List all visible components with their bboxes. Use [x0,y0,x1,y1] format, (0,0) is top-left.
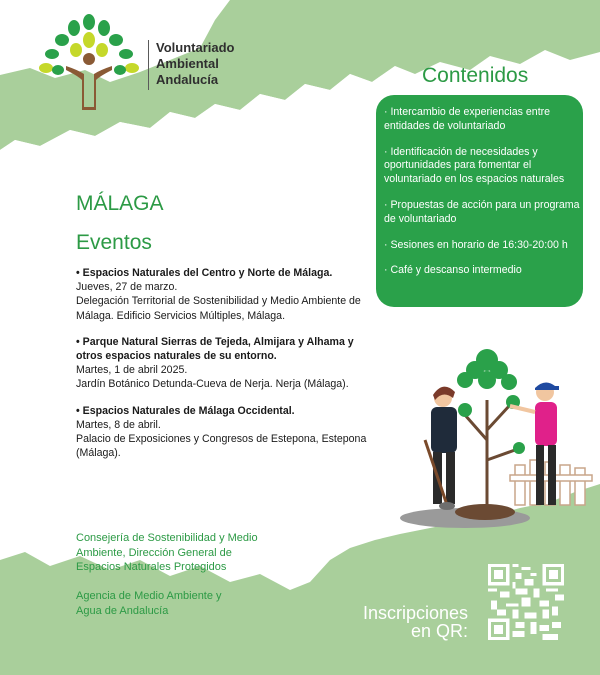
contenidos-item: · Propuestas de acción para un programa de voluntariado [384,198,580,225]
event-place: Delegación Territorial de Sostenibilidad y Medio Ambiente de Málaga. Edificio Servicios Múltiples, Málaga. [76,295,361,322]
event-date: Jueves, 27 de marzo. [76,281,178,294]
logo-text [156,40,234,88]
organizer-line: Agencia de Medio Ambiente y [76,590,222,602]
organizer-line: Consejería de Sostenibilidad y Medio [76,532,258,544]
event-name: • Espacios Naturales del Centro y Norte de Málaga. [76,267,333,279]
contenidos-item: · Identificación de necesidades y oportunidades para fomentar el voluntariado en los espacios naturales [384,145,565,186]
contenidos-item: · Intercambio de experiencias entre entidades de voluntariado [384,106,551,132]
location-heading: MÁLAGA [76,192,164,215]
logo-line-1: Voluntariado [156,40,235,55]
logo-line-2: Ambiental [156,56,219,71]
event-item [76,266,376,323]
inscripciones-line: Inscripciones [362,603,468,623]
eventos-heading: Eventos [76,231,152,254]
event-place: Jardín Botánico Detunda-Cueva de Nerja. Nerja (Málaga). [76,378,349,391]
events-list [76,266,376,472]
inscripciones-line: en QR: [410,621,468,641]
contenidos-list [384,106,582,290]
organizer-block [76,531,258,575]
event-item [76,404,376,461]
tree-person-icon [32,12,147,117]
event-date: Martes, 8 de abril. [76,418,161,431]
organizer-line: Agua de Andalucía [76,604,169,617]
organizer-line: Espacios Naturales Protegidos [76,561,227,573]
event-place: Palacio de Exposiciones y Congresos de Estepona, Estepona (Málaga). [76,433,367,460]
qr-code-icon[interactable] [488,564,564,640]
logo-divider [148,40,149,90]
logo-line-3: Andalucía [156,72,219,87]
organizer-block [76,589,222,618]
contenidos-title: Contenidos [422,64,529,87]
event-item [76,335,376,392]
inscripciones-label [350,604,468,640]
volunteers-planting-tree-icon [395,340,600,530]
contenidos-item: · Café y descanso intermedio [384,264,522,277]
organizer-line: Ambiente, Dirección General de [76,546,232,559]
event-name: • Parque Natural Sierras de Tejeda, Almijara y Alhama y otros espacios naturales de su entorno. [76,335,354,363]
event-date: Martes, 1 de abril 2025. [76,364,188,377]
event-name: • Espacios Naturales de Málaga Occidental. [76,404,295,417]
contenidos-item: · Sesiones en horario de 16:30-20:00 h [384,238,568,251]
